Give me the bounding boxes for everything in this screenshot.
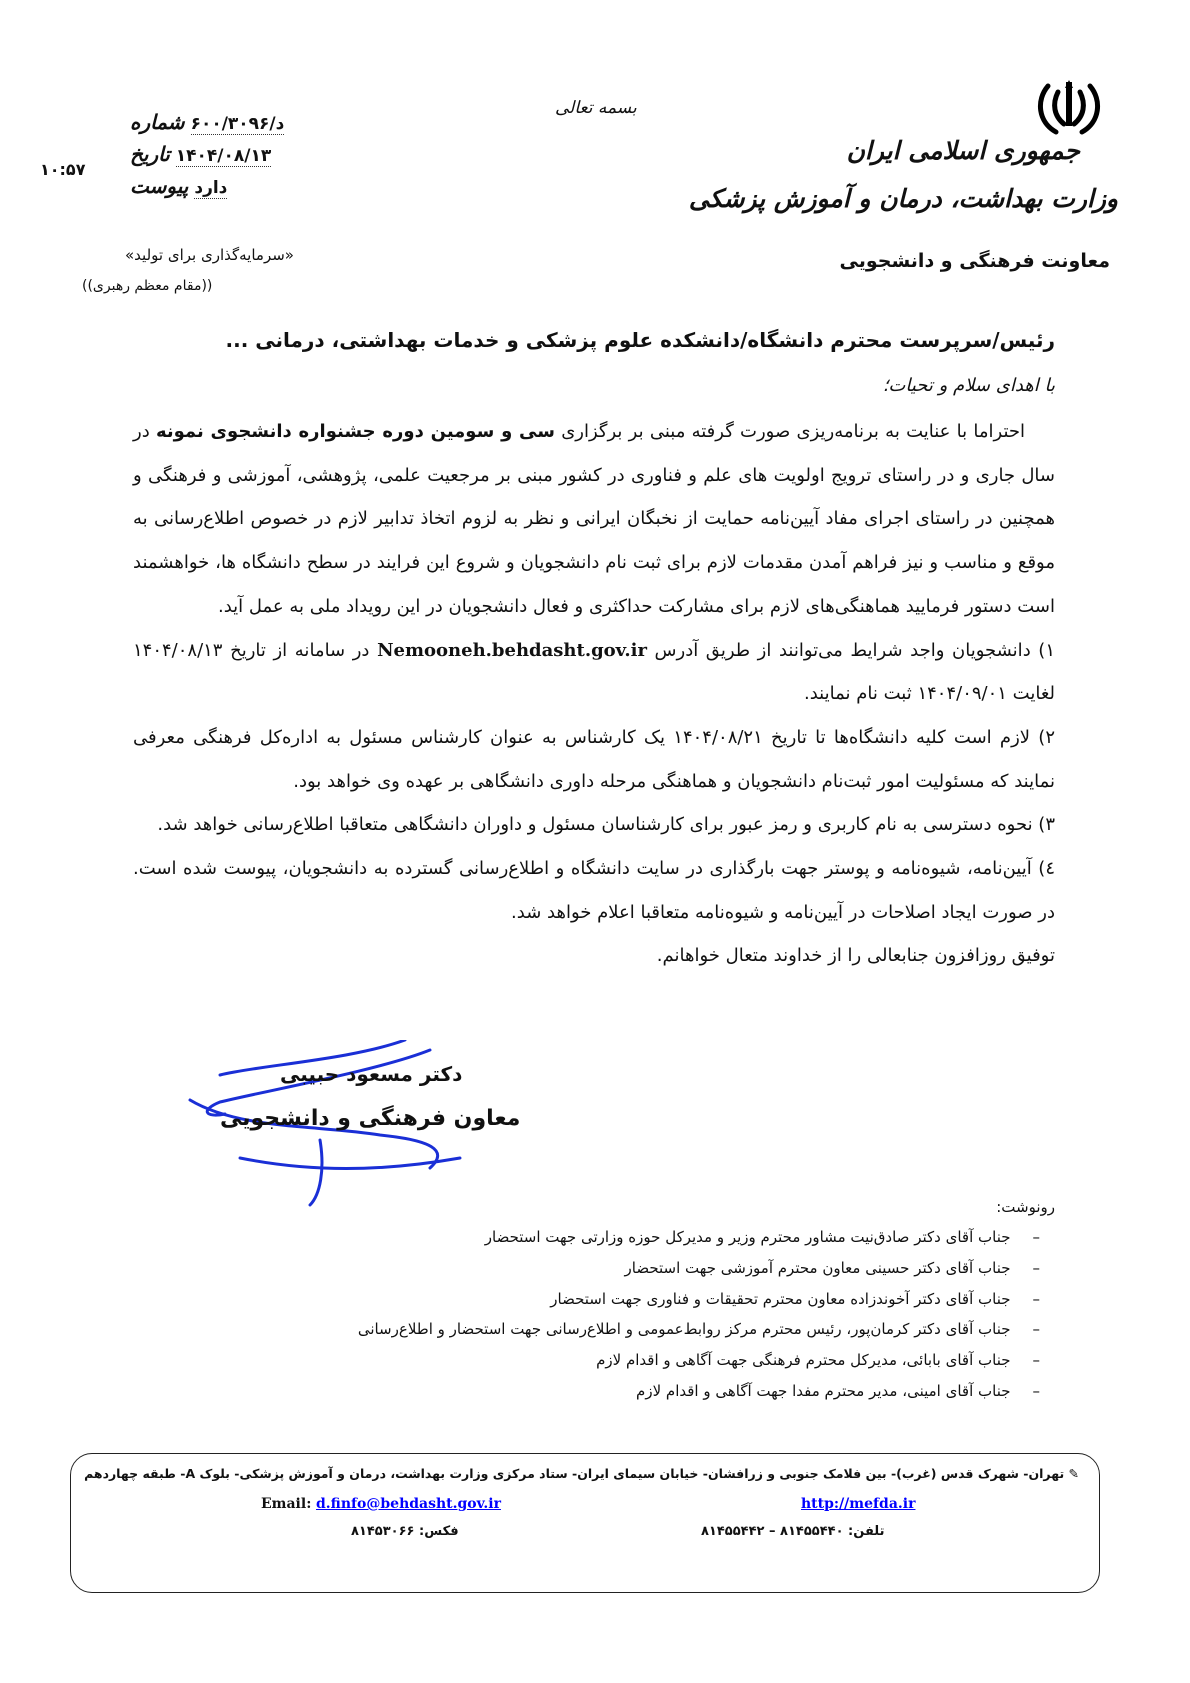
letter-number-label: شماره: [130, 110, 185, 134]
iran-emblem-icon: [1034, 78, 1104, 138]
cc-item: – جناب آقای دکتر کرمان‌پور، رئیس محترم مرکز روابط‌عمومی و اطلاع‌رسانی جهت استحضار و اطلاع‌رسانی: [358, 1314, 1040, 1345]
ministry-name-line-2: وزارت بهداشت، درمان و آموزش پزشکی: [688, 184, 1118, 213]
department-name: معاونت فرهنگی و دانشجویی: [839, 250, 1110, 272]
footer-fax: فکس: ۸۱۴۵۳۰۶۶: [351, 1524, 459, 1539]
letter-closing: توفیق روزافزون جنابعالی را از خداوند متعال خواهانم.: [656, 945, 1055, 967]
letter-greeting: با اهدای سلام و تحیات؛: [882, 375, 1055, 396]
item-1-part-1: ۱) دانشجویان واجد شرایط می‌توانند از طریق آدرس: [654, 639, 1055, 661]
cc-list: [358, 1222, 1040, 1407]
letter-number-value: د/۶۰۰/۳۰۹۶: [190, 114, 285, 134]
cc-item: – جناب آقای بابائی، مدیرکل محترم فرهنگی جهت آگاهی و اقدام لازم: [358, 1345, 1040, 1376]
cc-item: – جناب آقای دکتر صادق‌نیت مشاور محترم وزیر و مدیرکل حوزه وزارتی جهت استحضار: [358, 1222, 1040, 1253]
paragraph-intro: [133, 410, 1055, 629]
signatory-name: دکتر مسعود حبیبی: [280, 1062, 463, 1086]
footer-website-link[interactable]: http://mefda.ir: [801, 1496, 916, 1512]
basmala: بسمه تعالی: [555, 98, 637, 118]
letter-attachment: [130, 174, 310, 204]
footer-box: [70, 1453, 1100, 1593]
cc-item: – جناب آقای دکتر حسینی معاون محترم آموزشی جهت استحضار: [358, 1253, 1040, 1284]
letter-time: ۱۰:۵۷: [40, 160, 86, 179]
registration-url[interactable]: Nemooneh.behdasht.gov.ir: [377, 639, 647, 661]
paragraph-intro-part-1: احتراما با عنایت به برنامه‌ریزی صورت گرفته مبنی بر برگزاری: [561, 421, 1025, 442]
item-1: [133, 629, 1055, 716]
letter-date: [130, 142, 310, 172]
footer-email-link[interactable]: d.finfo@behdasht.gov.ir: [316, 1496, 501, 1512]
ministry-name-line-1: جمهوری اسلامی ایران: [846, 136, 1080, 165]
slogan-source: ((مقام معظم رهبری)): [82, 278, 213, 294]
footer-phone: تلفن: ۸۱۴۵۵۴۴۰ – ۸۱۴۵۵۴۴۲: [701, 1524, 885, 1539]
letter-number: [130, 110, 310, 140]
letter-salutation: رئیس/سرپرست محترم دانشگاه/دانشکده علوم پزشکی و خدمات بهداشتی، درمانی ...: [225, 328, 1055, 352]
letter-attachment-value: دارد: [194, 178, 228, 198]
footer-email-label: Email:: [261, 1496, 312, 1512]
cc-item: – جناب آقای امینی، مدیر محترم مفدا جهت آگاهی و اقدام لازم: [358, 1376, 1040, 1407]
year-slogan: «سرمایه‌گذاری برای تولید»: [125, 246, 294, 264]
cc-title: رونوشت:: [996, 1198, 1055, 1216]
pen-icon: ✎: [1068, 1466, 1079, 1481]
signatory-title: معاون فرهنگی و دانشجویی: [220, 1106, 521, 1131]
item-1-part-2: در سامانه از تاریخ ۱۴۰۴/۰۸/۱۳ لغایت ۱۴۰۴/۰۹/۰۱ ثبت نام نمایند.: [133, 639, 1055, 705]
cc-item: – جناب آقای دکتر آخوندزاده معاون محترم تحقیقات و فناوری جهت استحضار: [358, 1284, 1040, 1315]
festival-name: سی و سومین دوره جشنواره دانشجوی نمونه: [155, 421, 555, 442]
footer-address-line: [84, 1466, 1079, 1481]
item-2: ۲) لازم است کلیه دانشگاه‌ها تا تاریخ ۱۴۰۴/۰۸/۲۱ یک کارشناس به عنوان کارشناس مسئول به اداره‌کل فرهنگی معرفی نمایند که مسئولیت امور ثبت‌نام دانشجویان و هماهنگی مرحله داوری دانشگاهی بر عهده وی خواهد بود.: [133, 726, 1055, 792]
letter-body: [133, 410, 1055, 978]
letter-date-label: تاریخ: [130, 142, 170, 166]
paragraph-intro-part-2: در سال جاری و در راستای ترویج اولویت های علم و فناوری در کشور مبنی بر مرجعیت علمی، پژوهشی، آموزشی و فرهنگی و همچنین در راستای اجرای مفاد آیین‌نامه حمایت از نخبگان ایرانی و نظر به لزوم اتخاذ تدابیر لازم در خصوص اطلاع‌رسانی به موقع و مناسب و نیز فراهم آمدن مقدمات لازم برای ثبت نام دانشجویان و شروع این فرایند در سطح دانشگاه ها، خواهشمند است دستور فرمایید هماهنگی‌های لازم برای مشارکت حداکثری و فعال دانشجویان در این رویداد ملی به عمل آید.: [133, 421, 1055, 617]
item-4: ٤) آیین‌نامه، شیوه‌نامه و پوستر جهت بارگذاری در سایت دانشگاه و اطلاع‌رسانی گسترده به دانشجویان، پیوست شده است. در صورت ایجاد اصلاحات در آیین‌نامه و شیوه‌نامه متعاقبا اعلام خواهد شد.: [133, 858, 1055, 923]
footer-address: تهران- شهرک قدس (غرب)- بین فلامک جنوبی و زرافشان- خیابان سیمای ایران- ستاد مرکزی وزارت بهداشت، درمان و آموزش پزشکی- بلوک A- طبقه چهاردهم: [84, 1466, 1065, 1481]
letter-date-value: ۱۴۰۴/۰۸/۱۳: [175, 146, 272, 166]
item-3: ۳) نحوه دسترسی به نام کاربری و رمز عبور برای کارشناسان مسئول و داوران دانشگاهی متعاقبا اطلاع‌رسانی خواهد شد.: [157, 814, 1055, 836]
letter-attachment-label: پیوست: [130, 174, 189, 198]
